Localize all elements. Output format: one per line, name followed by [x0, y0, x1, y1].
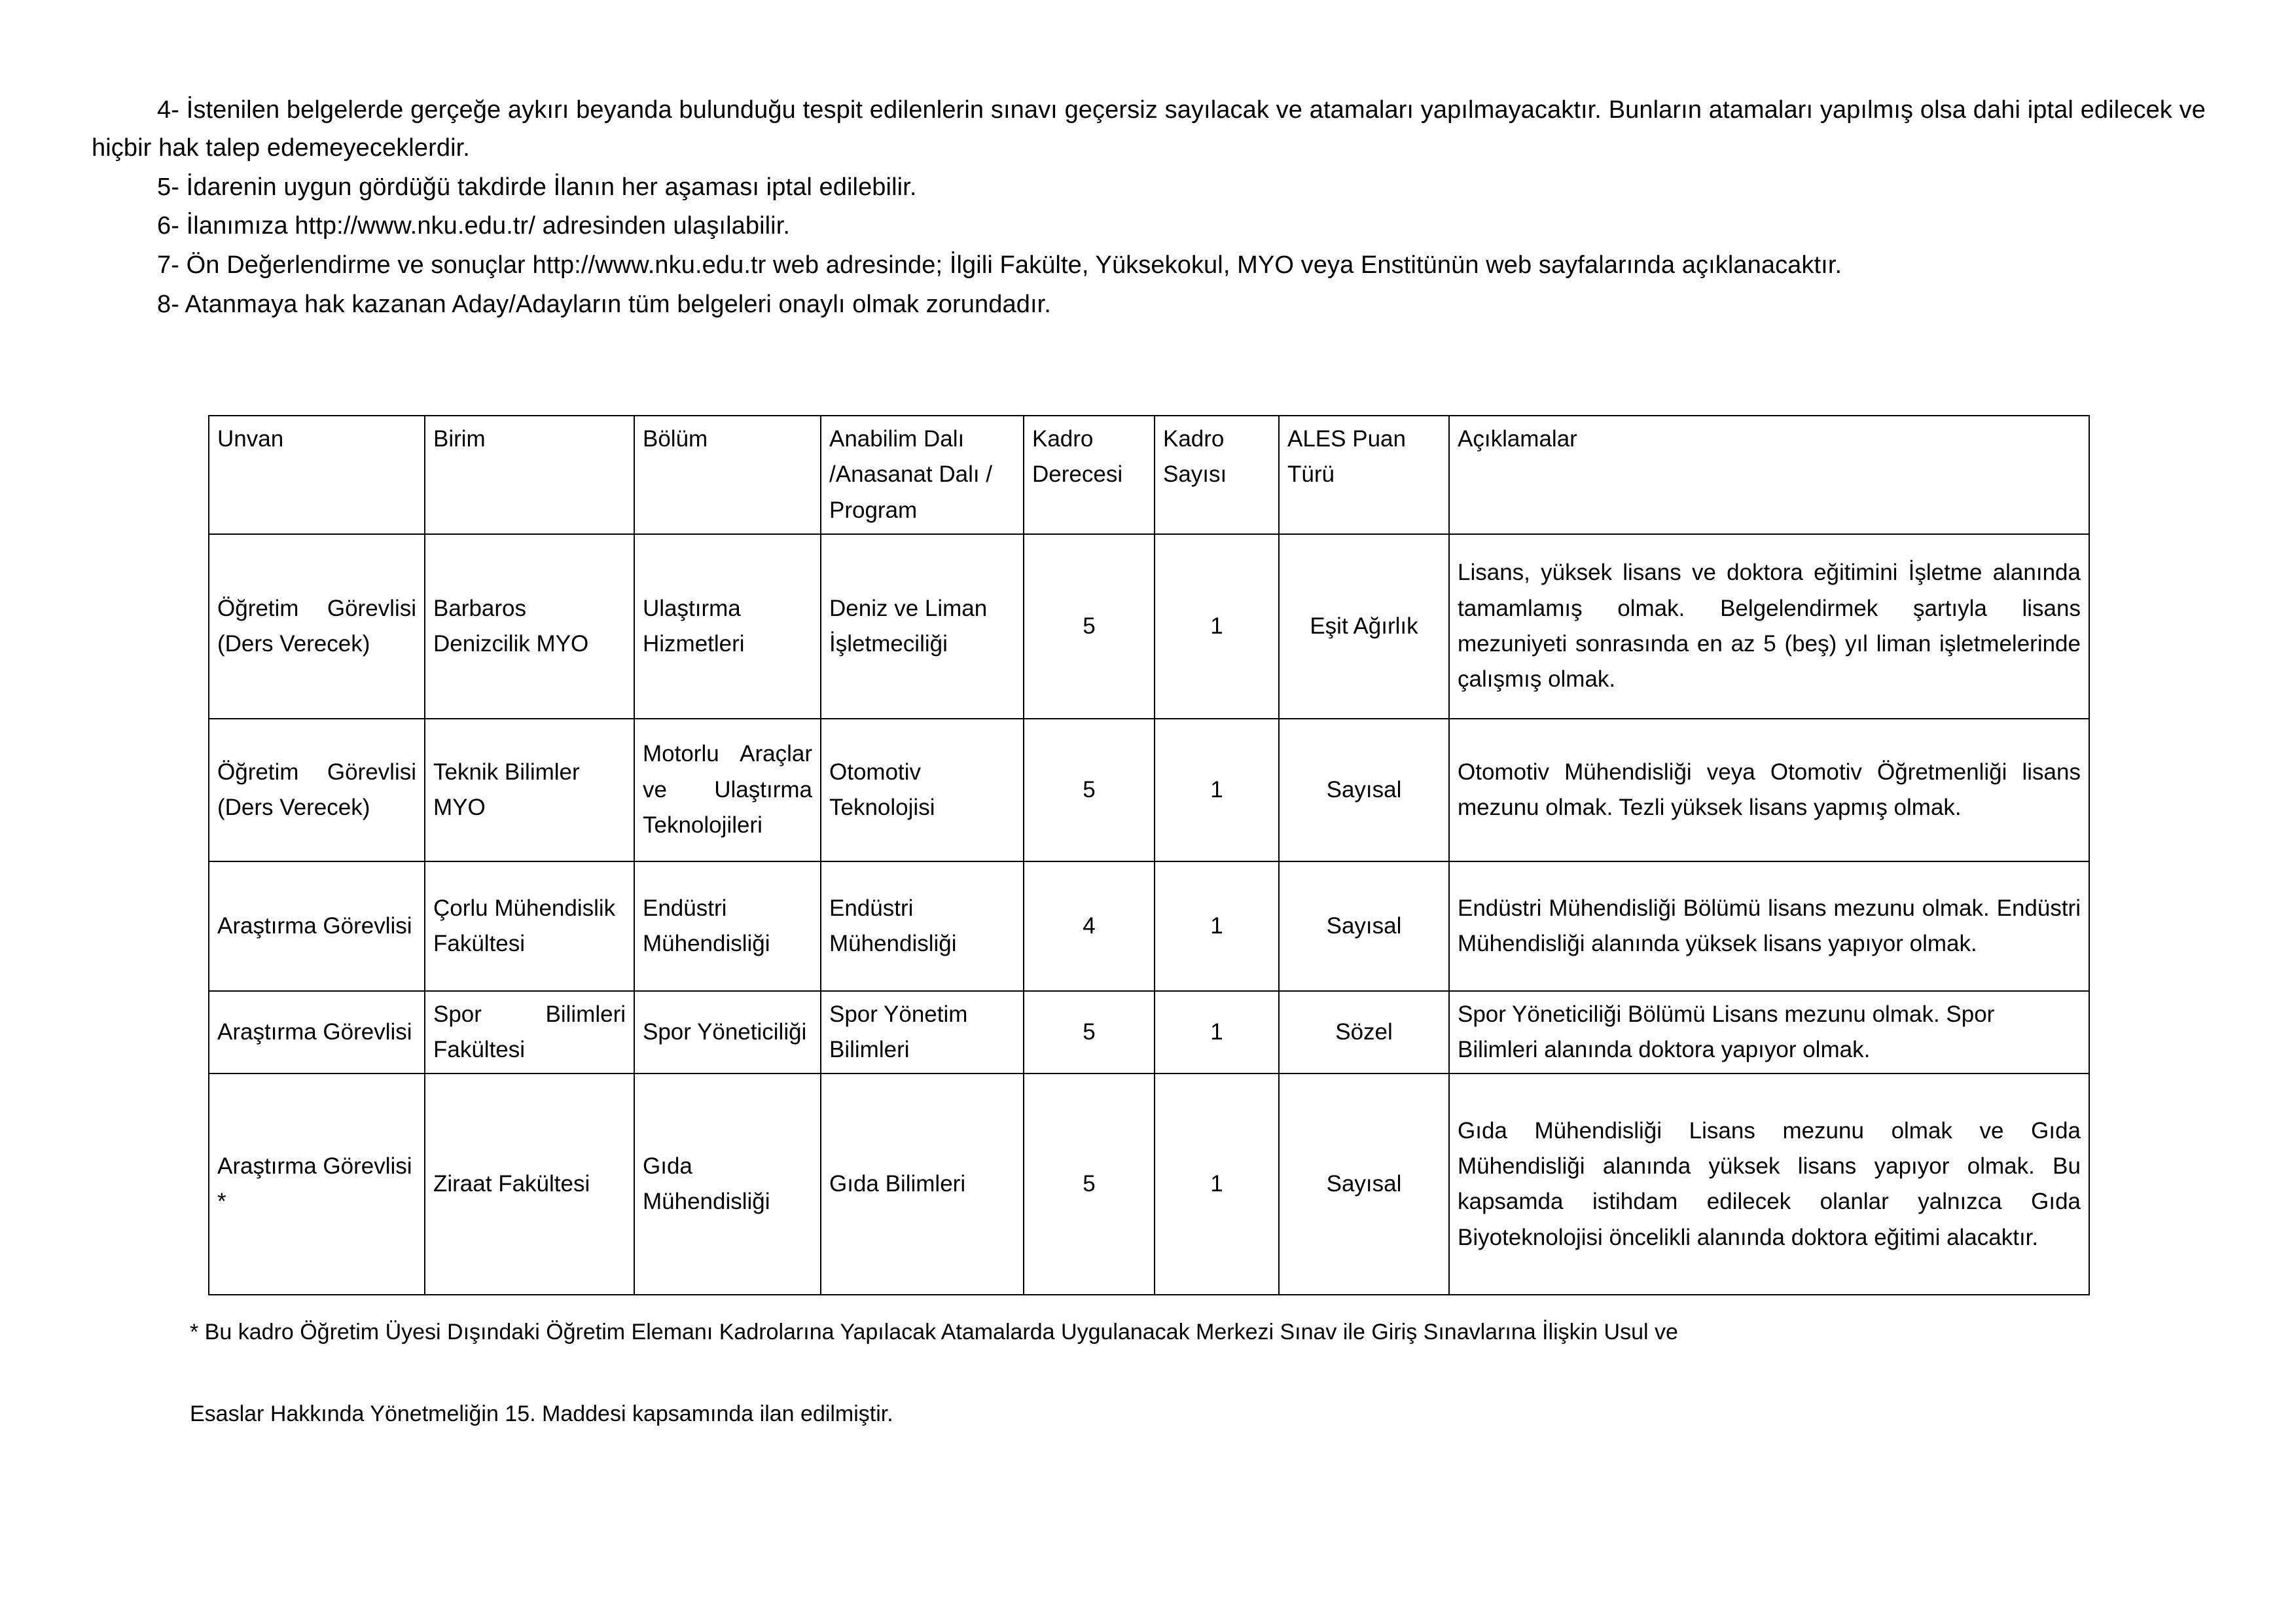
cell-ales-puan-turu: Sayısal — [1279, 1074, 1449, 1295]
table-row — [209, 861, 2089, 991]
column-header-aciklamalar: Açıklamalar — [1449, 416, 2089, 534]
column-header-birim: Birim — [425, 416, 634, 534]
cell-aciklama: Otomotiv Mühendisliği veya Otomotiv Öğretmenliği lisans mezunu olmak. Tezli yüksek lisans yapmış olmak. — [1449, 719, 2089, 861]
cell-unvan: Araştırma Görevlisi — [209, 991, 425, 1074]
cell-kadro-sayisi: 1 — [1155, 534, 1279, 719]
table-header — [209, 416, 2089, 534]
cell-kadro-sayisi: 1 — [1155, 991, 1279, 1074]
cell-ales-puan-turu: Sözel — [1279, 991, 1449, 1074]
cell-anabilim-dali: Spor Yönetim Bilimleri — [821, 991, 1024, 1074]
cell-anabilim-dali: Endüstri Mühendisliği — [821, 861, 1024, 991]
intro-item-7: 7- Ön Değerlendirme ve sonuçlar http://www.nku.edu.tr web adresinde; İlgili Fakülte, Yüksekokul, MYO veya Enstitünün web sayfalarında açıklanacaktır. — [157, 251, 1842, 279]
cell-aciklama: Gıda Mühendisliği Lisans mezunu olmak ve Gıda Mühendisliği alanında yüksek lisans yapıyor olmak. Bu kapsamda istihdam edilecek olanlar yalnızca Gıda Biyoteknolojisi öncelikli alanında doktora eğitimi alacaktır. — [1449, 1074, 2089, 1295]
cell-anabilim-dali: Gıda Bilimleri — [821, 1074, 1024, 1295]
column-header-anabilim-dali: Anabilim Dalı /Anasanat Dalı / Program — [821, 416, 1024, 534]
table-header-row — [209, 416, 2089, 534]
cell-kadro-derecesi: 5 — [1024, 534, 1155, 719]
intro-item-8: 8- Atanmaya hak kazanan Aday/Adayların tüm belgeleri onaylı olmak zorundadır. — [157, 290, 1051, 318]
cell-bolum: Spor Yöneticiliği — [634, 991, 821, 1074]
cell-ales-puan-turu: Eşit Ağırlık — [1279, 534, 1449, 719]
cell-ales-puan-turu: Sayısal — [1279, 719, 1449, 861]
table-row — [209, 534, 2089, 719]
cell-kadro-sayisi: 1 — [1155, 861, 1279, 991]
cell-kadro-derecesi: 5 — [1024, 1074, 1155, 1295]
table-row — [209, 719, 2089, 861]
cell-birim: Çorlu Mühendislik Fakültesi — [425, 861, 634, 991]
footnote-block — [190, 1316, 2121, 1479]
column-header-unvan: Unvan — [209, 416, 425, 534]
cell-bolum: Ulaştırma Hizmetleri — [634, 534, 821, 719]
cell-birim: Barbaros Denizcilik MYO — [425, 534, 634, 719]
intro-item-6: 6- İlanımıza http://www.nku.edu.tr/ adresinden ulaşılabilir. — [157, 212, 791, 240]
cell-unvan: Araştırma Görevlisi — [209, 861, 425, 991]
intro-item-4: 4- İstenilen belgelerde gerçeğe aykırı beyanda bulunduğu tespit edilenlerin sınavı geçersiz sayılacak ve atamaları yapılmayacaktır. Bunların atamaları yapılmış olsa dahi iptal edilecek ve hiçbir hak talep edemeyeceklerdir. — [92, 96, 2206, 162]
cell-kadro-sayisi: 1 — [1155, 719, 1279, 861]
cell-aciklama: Spor Yöneticiliği Bölümü Lisans mezunu olmak. Spor Bilimleri alanında doktora yapıyor olmak. — [1449, 991, 2089, 1074]
table-row — [209, 991, 2089, 1074]
kadro-table-container — [208, 415, 2089, 1295]
cell-kadro-derecesi: 5 — [1024, 719, 1155, 861]
cell-bolum: Gıda Mühendisliği — [634, 1074, 821, 1295]
cell-unvan: Araştırma Görevlisi * — [209, 1074, 425, 1295]
cell-anabilim-dali: Otomotiv Teknolojisi — [821, 719, 1024, 861]
cell-birim: Teknik Bilimler MYO — [425, 719, 634, 861]
footnote-line-1: * Bu kadro Öğretim Üyesi Dışındaki Öğretim Elemanı Kadrolarına Yapılacak Atamalarda Uygulanacak Merkezi Sınav ile Giriş Sınavlarına İlişkin Usul ve — [190, 1320, 1678, 1344]
cell-kadro-sayisi: 1 — [1155, 1074, 1279, 1295]
intro-item-5: 5- İdarenin uygun gördüğü takdirde İlanın her aşaması iptal edilebilir. — [157, 173, 917, 201]
cell-anabilim-dali: Deniz ve Liman İşletmeciliği — [821, 534, 1024, 719]
cell-aciklama: Lisans, yüksek lisans ve doktora eğitimini İşletme alanında tamamlamış olmak. Belgelendirmek şartıyla lisans mezuniyeti sonrasında en az 5 (beş) yıl liman işletmelerinde çalışmış olmak. — [1449, 534, 2089, 719]
cell-birim: Spor Bilimleri Fakültesi — [425, 991, 634, 1074]
cell-bolum: Endüstri Mühendisliği — [634, 861, 821, 991]
kadro-table — [208, 415, 2090, 1295]
cell-birim: Ziraat Fakültesi — [425, 1074, 634, 1295]
cell-kadro-derecesi: 5 — [1024, 991, 1155, 1074]
table-body — [209, 534, 2089, 1295]
cell-unvan: Öğretim Görevlisi (Ders Verecek) — [209, 534, 425, 719]
column-header-ales-puan-turu: ALES Puan Türü — [1279, 416, 1449, 534]
column-header-bolum: Bölüm — [634, 416, 821, 534]
footnote-line-2: Esaslar Hakkında Yönetmeliğin 15. Maddesi kapsamında ilan edilmiştir. — [190, 1401, 893, 1426]
column-header-kadro-sayisi: Kadro Sayısı — [1155, 416, 1279, 534]
cell-ales-puan-turu: Sayısal — [1279, 861, 1449, 991]
cell-unvan: Öğretim Görevlisi (Ders Verecek) — [209, 719, 425, 861]
table-row — [209, 1074, 2089, 1295]
cell-bolum: Motorlu Araçlar ve Ulaştırma Teknolojileri — [634, 719, 821, 861]
intro-paragraph-list — [92, 92, 2206, 325]
cell-aciklama: Endüstri Mühendisliği Bölümü lisans mezunu olmak. Endüstri Mühendisliği alanında yüksek lisans yapıyor olmak. — [1449, 861, 2089, 991]
cell-kadro-derecesi: 4 — [1024, 861, 1155, 991]
column-header-kadro-derecesi: Kadro Derecesi — [1024, 416, 1155, 534]
